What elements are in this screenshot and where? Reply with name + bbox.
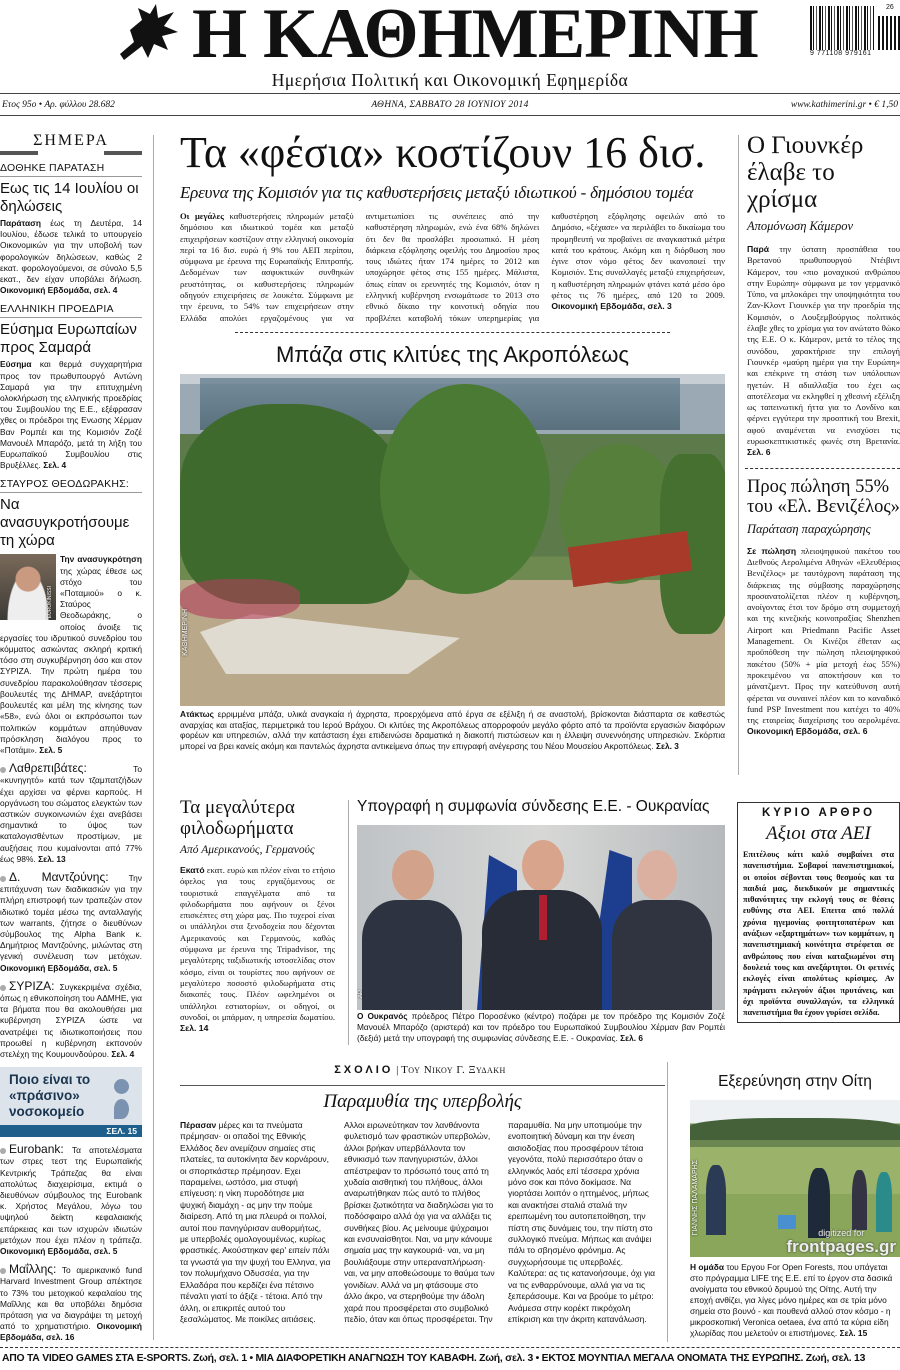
sidebar-story-1[interactable]: ΔΟΘΗΚΕ ΠΑΡΑΤΑΣΗ Εως τις 14 Ιουλίου οι δηλώσεις Παράταση έως τη Δευτέρα, 14 Ιουλίου, έδωσε τελικά το υπουργείο Οικονομικών για την υποβολή των φορολογικών δηλώσεων, καθώς 2 εκατ. φορολογούμενοι, σε σύνολο 5,5 εκατ., δεν είχαν υποβάλει δήλωση. Οικονομική Εβδομάδα, σελ. 4	[0, 162, 142, 296]
bullet-icon	[0, 876, 6, 882]
masthead-subtitle: Ημερήσια Πολιτική και Οικονομική Εφημερίδα	[271, 70, 629, 90]
venizelos-subhead: Παράταση παραχώρησης	[747, 521, 871, 536]
phoenix-logo-icon	[112, 2, 182, 64]
lead-subhead: Ερευνα της Κομισιόν για τις καθυστερήσεις μεταξύ ιδιωτικού - δημόσιου τομέα	[180, 183, 694, 202]
main-top	[180, 126, 725, 751]
oiti-caption: Η ομάδα του Εργου For Open Forests, που υπάγεται στο πρόγραμμα LIFE της Ε.Ε. επί το έργον στα δασικά ανοίγματα του εθνικού δρυμού της Οίτης. Αυτή την εποχή ανθίζει, για λίγες μόνο ημέρες και σε τρία μόνο σημεία στο βουνό - και πουθενά αλλού στον κόσμο - η μικροσκοπική Veronica oetaea, ένα από τα κύρια είδη χλωρίδας που μελετούν οι επιστήμονες. Σελ. 15	[690, 1262, 893, 1338]
lead-headline[interactable]: Τα «φέσια» κοστίζουν 16 δισ.	[180, 128, 706, 177]
date-line: ΑΘΗΝΑ, ΣΑΒΒΑΤΟ 28 ΙΟΥΝΙΟΥ 2014	[371, 100, 529, 110]
brief-item[interactable]: Μαΐλλης: Το αμερικανικό fund Harvard Investment Group απέκτησε το 73% του μετοχικού κεφαλαίου της Μαΐλλης και θα υποβάλει δημόσια πρόταση για να διαγράψει τη μετοχή από το χρηματιστήριο. Οικονομική Εβδομάδα, σελ. 16	[0, 1262, 142, 1343]
barcode-number: 9 771108 979161	[810, 50, 872, 57]
ukraine-caption: Ο Ουκρανός πρόεδρος Πέτρο Ποροσένκο (κέντρο) ποζάρει με τον πρόεδρο της Κομισιόν Ζοζέ Μανουέλ Μπαρόζο (αριστερά) και τον πρόεδρο του Ευρωπαϊκού Συμβουλίου Χέρμαν βαν Ρομπέι (δεξιά) μετά την υπογραφή της συμφωνίας σύνδεσης Ε.Ε. - Ουκρανίας. Σελ. 6	[357, 1011, 726, 1043]
comment-body: Πέρασαν μέρες και τα πνεύματα πρέμησαν· οι οπαδοί της Εθνικής Ελλάδος δεν ανεμίζουν σημαίες στις πλατείες, τα αυτοκίνητα δεν κορνάρουν, οι σπορτκάστερ πρέμησαν. Εχει παραμείνει, ωστόσο, μια στυφή επίγευση: η νίκη πυροδότησε μια ψυχική διαμάχη - ας μην την πούμε διαίρεση. Από τη μια πλευρά οι πολλοί, αυτοί που πανηγύρισαν αυθορμήτως, με υπερβολές ομολογουμένως, κυρίως φραστικές. Ακούστηκαν φερ' ειπείν πάλι τα γνωστά για την ψυχή του Ελληνα, για τον πολυμήχανο Οδυσσέα, για την Ελλαδάρα που κερδίζει ένα πέτσινο πέναλτι γιατί το άξιζε - τέτοια. Από την άλλη, οι επικριτές αυτού του ξεσαλώματος. Με ποικίλες αιτιάσεις. Αλλοι ειρωνεύτηκαν τον λανθάνοντα φυλετισμό των φραστικών υπερβολών, άλλοι βρήκαν υπερβάλλοντα τον εθνικισμό των πανηγυριστών, άλλοι απέστρεψαν το πρόσωπό τους από τη χυδαία αισθητική του πλήθους, άλλοι αναρωτήθηκαν πώς αυτό το πλήθος βρίσκει ζωτικότητα να διαδηλώσει για το ποδόσφαιρο αλλά όχι για να αλλάξει τις συνθήκες βίου. Ας μείνουμε ψύχραιμοι και ενσυναίσθητοι. Ναι, να μην κάνουμε σημαία μας την καγκουριά· ναι, να μη βουλιάξουμε στην υπεραναπλήρωση· ναι, να μην αποθεώσουμε το θαύμα των γονιδίων. Αλλά να μη φτάσουμε στο άλλο άκρο, να στερηθούμε την άδολη χαρά που προσφέρεται στο συμβολικό πεδίο, όταν και όπως προσφέρεται. Την παραμυθία. Να μην υποτιμούμε την ενοποιητική δύναμη και την ένεση αισιοδοξίας που προσφέρουν τέτοια γεγονότα, πολύ περισσότερο όταν ο ελληνικός λαός επί τέσσερα χρόνια μόνο σοκ και πόνο δοκίμασε. Να γιορτάσει λοιπόν ο ηττημένος, μήπως και ανακτήσει σταλιά σταλιά την ερειπωμένη του αυτοπεποίθηση, την πίστη στις δυνάμεις του, την πίστη στο συλλογικό πνεύμα. Μήπως και ανάψει πάλι το σβησμένο φρόνημα. Ας συγχωρήσουμε τις υπερβολές. Καλύτερα: ας τις κατανοήσουμε, όχι για να τις ενθαρρύνουμε, αλλά για να τις ξεπεράσουμε. Και να βρούμε το μέτρο: Ανάμεσα στην κορέκτ πικρόχολη επίκριση και την άκριτη κατανάλωση.	[180, 1120, 656, 1324]
venizelos-body: Σε πώληση πλειοψηφικού πακέτου του Διεθνούς Αερολιμένα Αθηνών «Ελευθέριος Βενιζέλος» με ταυτόχρονη παράταση της διάρκειας της σύμβασης παραχώρησης προσανατολίζεται πλέον η κυβέρνηση, ανοίγοντας έτσι τον δρόμο στη συμμετοχή και της κινεζικής κοινοπραξίας Shenzhen Airport και Priedmann Pacific Asset Management. Οι Κινέζοι έθεταν ως προϋπόθεση την πώληση πλειοψηφικού πακέτου (50% + μία μετοχή έως 55%) προκειμένου να αποκτήσουν και το μάνατζμεντ. Προς την κατεύθυνση αυτή φέρεται να συναινεί πλέον και το καναδικό fund PSP Investment που κατέχει το 40% της εταιρείας διαχείρισης του αερολιμένα. Οικονομική Εβδομάδα, σελ. 6	[747, 545, 900, 737]
today-label: ΣΗΜΕΡΑ	[33, 132, 109, 149]
juncker-subhead: Απομόνωση Κάμερον	[747, 219, 854, 233]
brief-item[interactable]: Δ. Μαντζούνης: Την επιτάχυνση των διαδικασιών για την πλήρη επιστροφή των τραπεζών στον ιδιωτικό τομέα μέσω της ανταλλαγής των warrants, ζήτησε ο διευθύνων σύμβουλος της Alpha Bank κ. Δημήτριος Μαντζούνης, μιλώντας στη γενική συνέλευση των μετόχων. Οικονομική Εβδομάδα, σελ. 5	[0, 869, 142, 973]
juncker-body: Παρά την ύστατη προσπάθεια του Βρετανού πρωθυπουργού Ντέιβιντ Κάμερον, του «πιο μοναχικού ανθρώπου στην Ευρώπη» σύμφωνα με τον γερμανικό Τύπο, να μπλοκάρει την υποψηφιότητα του Ζαν-Κλοντ Γιουνκέρ για την προεδρία της Κομισιόν, ο Λουξεμβούργιος πολιτικός έλαβε χθες το χρίσμα για τον ανώτατο θώκο της Ε.Ε. Ο κ. Κάμερον, μετά το τέλος της συνόδου, χαρακτήρισε την επιλογή Γιουνκέρ «μαύρη ημέρα για την Ευρώπη» και επέκρινε τη στάση των υπόλοιπων ηγετών. Η αδιαλλαξία του έχει ως αποτέλεσμα να εκληφθεί η χθεσινή εξέλιξη ως ταπεινωτική ήττα για το Λονδίνο και φέρνει εγγύτερα την προοπτική του Brexit, αφού αναμένεται να ενισχύσει τις ευρωσκεπτικιστικές φωνές στη Βρετανία. Σελ. 6	[747, 244, 900, 458]
oiti-photo-credit: ΓΙΑΝΝΗΣ ΠΑΛΑΜΑΡΗΣ	[692, 1160, 699, 1236]
bullet-icon	[0, 985, 6, 991]
bullet-icon	[0, 1148, 6, 1154]
lead-body: Οι μεγάλες καθυστερήσεις πληρωμών μεταξύ δημόσιου και ιδιωτικού τομέα και μεταξύ επιχειρήσεων κοστίζουν στην ελληνική οικονομία περί τα 16 δισ. ευρώ ή 9% του ΑΕΠ περίπου, σύμφωνα με έρευνα της Ευρωπαϊκής Επιτροπής. Δεδομένων των ασφυκτικών συνθηκών ρευστότητας, οι καθυστερήσεις πληρωμών οδηγούν επιχειρήσεις σε λουκέτα. Σύμφωνα με την έρευνα, το 54% των επιχειρήσεων στην Ελλάδα απολύει εργαζομένους για να αντιμετωπίσει τις συνέπειες από την καθυστέρηση πληρωμών, ενώ ένα 68% δηλώνει ότι δεν θα προσλάβει προσωπικό. Η μέση διάρκεια εξόφλησης οφειλής του Δημοσίου προς τους ιδιώτες ήταν 174 ημέρες το 2012 και υποχώρησε φέτος στις 155 ημέρες. Μάλιστα, όπως είπαν οι ερευνητές της Κομισιόν, όταν η ελληνική κυβέρνηση ενσωμάτωσε το 2013 στο εθνικό δίκαιο την κοινοτική οδηγία που προβλέπει καταβολή τόκων υπερημερίας για καθυστέρηση εξόφλησης οφειλών από το Δημόσιο, «ξέχασε» να περιλάβει το δικαίωμα του προμηθευτή να προβαίνει σε αναγκαστικά μέτρα κατά του κράτους. Ακόμη και η διόρθωση που έγινε στον νόμο φέτος δεν ικανοποιεί την Κομισιόν. Στις συναλλαγές μεταξύ επιχειρήσεων, η καθυστέρηση πληρωμών φτάνει κατά μέσο όρο φέτος τις 76 ημέρες, από 120 το 2009. Οικονομική Εβδομάδα, σελ. 3	[180, 211, 725, 323]
brief-item[interactable]: Eurobank: Τα αποτελέσματα των στρες τεστ της Ευρωπαϊκής Κεντρικής Τράπεζας θα είναι απολύτως διαχειρίσιμα, εκτιμά ο διευθύνων σύμβουλος της Eurobank κ. Χρήστος Μεγάλου, λόγω του υψηλού δείκτη κεφαλαιακής επάρκειας και των ισχυρών ιδιωτών μετόχων που έχει πλέον η τράπεζα. Οικονομική Εβδομάδα, σελ. 5	[0, 1142, 142, 1257]
sidebar-story-2[interactable]: ΕΛΛΗΝΙΚΗ ΠΡΟΕΔΡΙΑ Εύσημα Ευρωπαίων προς Σαμαρά Εύσημα και θερμά συγχαρητήρια προς τον πρωθυπουργό Αντώνη Σαμαρά για την επιτυχημένη ολοκλήρωση της ελληνικής προεδρίας του Συμβουλίου της Ε.Ε., εξέφρασαν χθες οι πρόεδροι της Ενωσης Χέρμαν Βαν Ρομπέι και της Κομισιόν Ζοζέ Μανουέλ Μπαρόζο, μετά τη λήξη του Ευρωπαϊκού Συμβουλίου στις Βρυξέλλες. Σελ. 4	[0, 303, 142, 471]
acropolis-caption: Ατάκτως ερριμμένα μπάζα, υλικά αναγκαία ή άχρηστα, προερχόμενα από έργα σε εξέλιξη ή σε αναστολή, βρίσκονται διάσπαρτα σε καθεστώς αναρχίας και αταξίας, περιμετρικά του Ιερού Βράχου. Οι κλιτύες της Ακροπόλεως απορροφούν μεγάλο φόρτο από τα προϊόντα εργασιών διαφόρων φορέων και υπηρεσιών, αλλά την κατάσταση έχει επιδεινώσει δραματικά η διακοπή πιστώσεων και η έλλειψη συνεννόησης υπηρεσιών. Σκόρπια μπορεί να βρει κανείς ακόμη και παντελώς άχρηστα αντικείμενα όπως την επιγραφή ανέγερσης του Νέου Μουσείου Ακροπόλεως. Σελ. 3	[180, 708, 725, 751]
bullet-icon	[0, 1268, 6, 1274]
barcode	[810, 6, 900, 64]
acropolis-headline[interactable]: Μπάζα στις κλιτύες της Ακροπόλεως	[275, 341, 630, 367]
sidebar-story-3[interactable]: ΣΤΑΥΡΟΣ ΘΕΟΔΩΡΑΚΗΣ: Να ανασυγκροτήσουμε τη χώρα EUROKINISSI Την ανασυγκρότηση της χώρας έθεσε ως στόχο του «Ποταμιού» ο κ. Σταύρος Θεοδωράκης, ο οποίος άνοιξε τις εργασίες του ιδρυτικού συνεδρίου του κόμματος ασκώντας σκληρή κριτική τόσο στη συγκυβέρνηση όσο και στον ΣΥΡΙΖΑ. Την πρώτη ημέρα του συνεδρίου παρακολούθησαν τέσσερις βουλευτές της ΔΗΜΑΡ, ανεξάρτητοι βουλευτές και μέλη της κίνησης των «58», ενώ όλοι οι εκπρόσωποι των πολιτικών κομμάτων απηύθυναν πρόσκληση διαλόγου προς το «Ποτάμι». Σελ. 5	[0, 478, 142, 755]
comment-headline[interactable]: Παραμυθία της υπερβολής	[323, 1091, 522, 1112]
editorial-box[interactable]: ΚΥΡΙΟ ΑΡΘΡΟ Αξιοι στα ΑΕΙ Επιτέλους κάτι καλό συμβαίνει στα πανεπιστήμια. Σοβαροί πανεπιστημιακοί, οι οποίοι σέβονται τους θεσμούς και τα παιδιά μας, διεκδικούν με σημαντικές πιθανότητες την εκλογή τους σε θέσεις ευθύνης στα ΑΕΙ. Επειτα από πολλά χρόνια ηγεμονίας φοιτητοπατέρων και ανάξιων «εξαρτημάτων» των κομμάτων, η πανεπιστημιακή κοινότητα στρέφεται σε ανθρώπους που είναι καταξιωμένοι στη δουλειά τους και ανεξάρτητοι. Οι φετινές εκλογές είναι απολύτως κρίσιμες. Αν πράγματι εκλεγούν άξιοι πρυτάνεις, και όχι προϊόντα συναλλαγών, τα ελληνικά πανεπιστήμια θα έχουν γυρίσει σελίδα.	[737, 802, 900, 1023]
footer-teasers[interactable]: ΑΠΟ ΤΑ VIDEO GAMES ΣΤΑ E-SPORTS. Ζωή, σελ. 1 • ΜΙΑ ΔΙΑΦΟΡΕΤΙΚΗ ΑΝΑΓΝΩΣΗ ΤΟΥ ΚΑΒΑΦΗ. Ζωή, σελ. 3 • ΕΚΤΟΣ ΜΟΥΝΤΙΑΛ ΜΕΓΑΛΑ ΟΝΟΜΑΤΑ ΤΗΣ ΕΥΡΩΠΗΣ. Ζωή, σελ. 13	[2, 1353, 866, 1364]
right-column	[747, 132, 900, 738]
tips-subhead: Από Αμερικανούς, Γερμανούς	[180, 844, 315, 856]
comment-label: ΣΧΟΛΙΟ | Του Νικου Γ. Ξυδακη	[334, 1064, 506, 1076]
website-price: www.kathimerini.gr • € 1,50	[790, 100, 898, 110]
juncker-headline[interactable]: Ο Γιουνκέρ έλαβε το χρίσμα	[747, 132, 864, 213]
oiti-photo	[690, 1100, 900, 1257]
oiti-headline[interactable]: Εξερεύνηση στην Οίτη	[718, 1073, 872, 1090]
bullet-icon	[0, 767, 6, 773]
today-section	[0, 132, 142, 155]
editorial-headline: Αξιοι στα ΑΕΙ	[766, 823, 871, 844]
tips-headline[interactable]: Τα μεγαλύτερα φιλοδωρήματα	[180, 797, 295, 839]
brief-item[interactable]: ΣΥΡΙΖΑ: Συγκεκριμένα σχέδια, όπως η εθνικοποίηση του ΑΔΜΗΕ, για τα βήματα που θα ακολουθήσει μια κυβέρνηση ΣΥΡΙΖΑ ώστε να ανατρέψει τις ιδιωτικοποιήσεις που προωθεί η κυβέρνηση εκπονούν στελέχη της Κουμουνδούρου. Σελ. 4	[0, 978, 142, 1059]
tips-block	[180, 797, 340, 1034]
left-sidebar	[0, 132, 142, 1344]
story-title[interactable]: Εως τις 14 Ιουλίου οι δηλώσεις	[0, 180, 139, 215]
story-title[interactable]: Να ανασυγκροτήσουμε τη χώρα	[0, 496, 130, 550]
acropolis-photo	[180, 374, 725, 706]
tips-body: Εκατό εκατ. ευρώ και πλέον είναι το ετήσιο όφελος για τους εργαζόμενους σε τουριστικά επαγγέλματα από τα φιλοδωρήματα που αφήνουν οι ξένοι επισκέπτες στη χώρα μας. Πιο τυχεροί είναι οι υπάλληλοι στα ξενοδοχεία που δέχονται Αμερικανούς και Γερμανούς, καθώς σύμφωνα με έρευνα της Tripadvisor, της μεγαλύτερης ταξιδιωτικής ιστοσελίδας στον κόσμο, είναι οι τουρίστες που αφήνουν σε μεγαλύτερο ποσοστό φιλοδωρήματα στις διακοπές τους. Πλέον ωφελημένοι οι υπάλληλοι εστιατορίων, οι οδηγοί, οι συνοδοί, οι μπάρμαν, η υπηρεσία δωματίου. Σελ. 14	[180, 865, 335, 1034]
story-title[interactable]: Εύσημα Ευρωπαίων προς Σαμαρά	[0, 321, 137, 357]
ukraine-headline[interactable]: Υπογραφή η συμφωνία σύνδεσης Ε.Ε. - Ουκρανίας	[357, 798, 710, 815]
issue-info: Ετος 95ο • Αρ. φύλλου 28.682	[2, 100, 115, 110]
acropolis-photo-credit: ΚΑΘΗΜΕΡΙΝΗ	[182, 608, 189, 656]
venizelos-headline[interactable]: Προς πώληση 55% του «Ελ. Βενιζέλος»	[747, 476, 900, 517]
ukraine-photo: AP	[357, 825, 725, 1010]
theodorakis-photo: EUROKINISSI	[0, 554, 56, 620]
masthead-logo	[112, 2, 182, 64]
watermark: digitized for frontpages.gr	[786, 1228, 896, 1256]
green-hospital-promo[interactable]: Ποιο είναι το «πράσινο» νοσοκομείο ΣΕΛ. 15	[0, 1067, 142, 1137]
brief-item[interactable]: Λαθρεπιβάτες: Το «κυνηγητό» κατά των τζαμπατζήδων έχει αρχίσει να φέρνει καρπούς. Η οργάνωση του σώματος ελεγκτών των αστικών συγκοινωνιών έχει ανεβάσει σημαντικά το ύψος των καταλογισθέντων προστίμων, με αυξήσεις που κυμαίνονται από 77% έως 98%. Σελ. 13	[0, 761, 142, 864]
masthead-title: Η ΚΑΘΗΜΕΡΙΝΗ	[192, 0, 758, 73]
barcode-issue: 26	[886, 4, 894, 11]
quote-mark-icon	[114, 1079, 129, 1094]
